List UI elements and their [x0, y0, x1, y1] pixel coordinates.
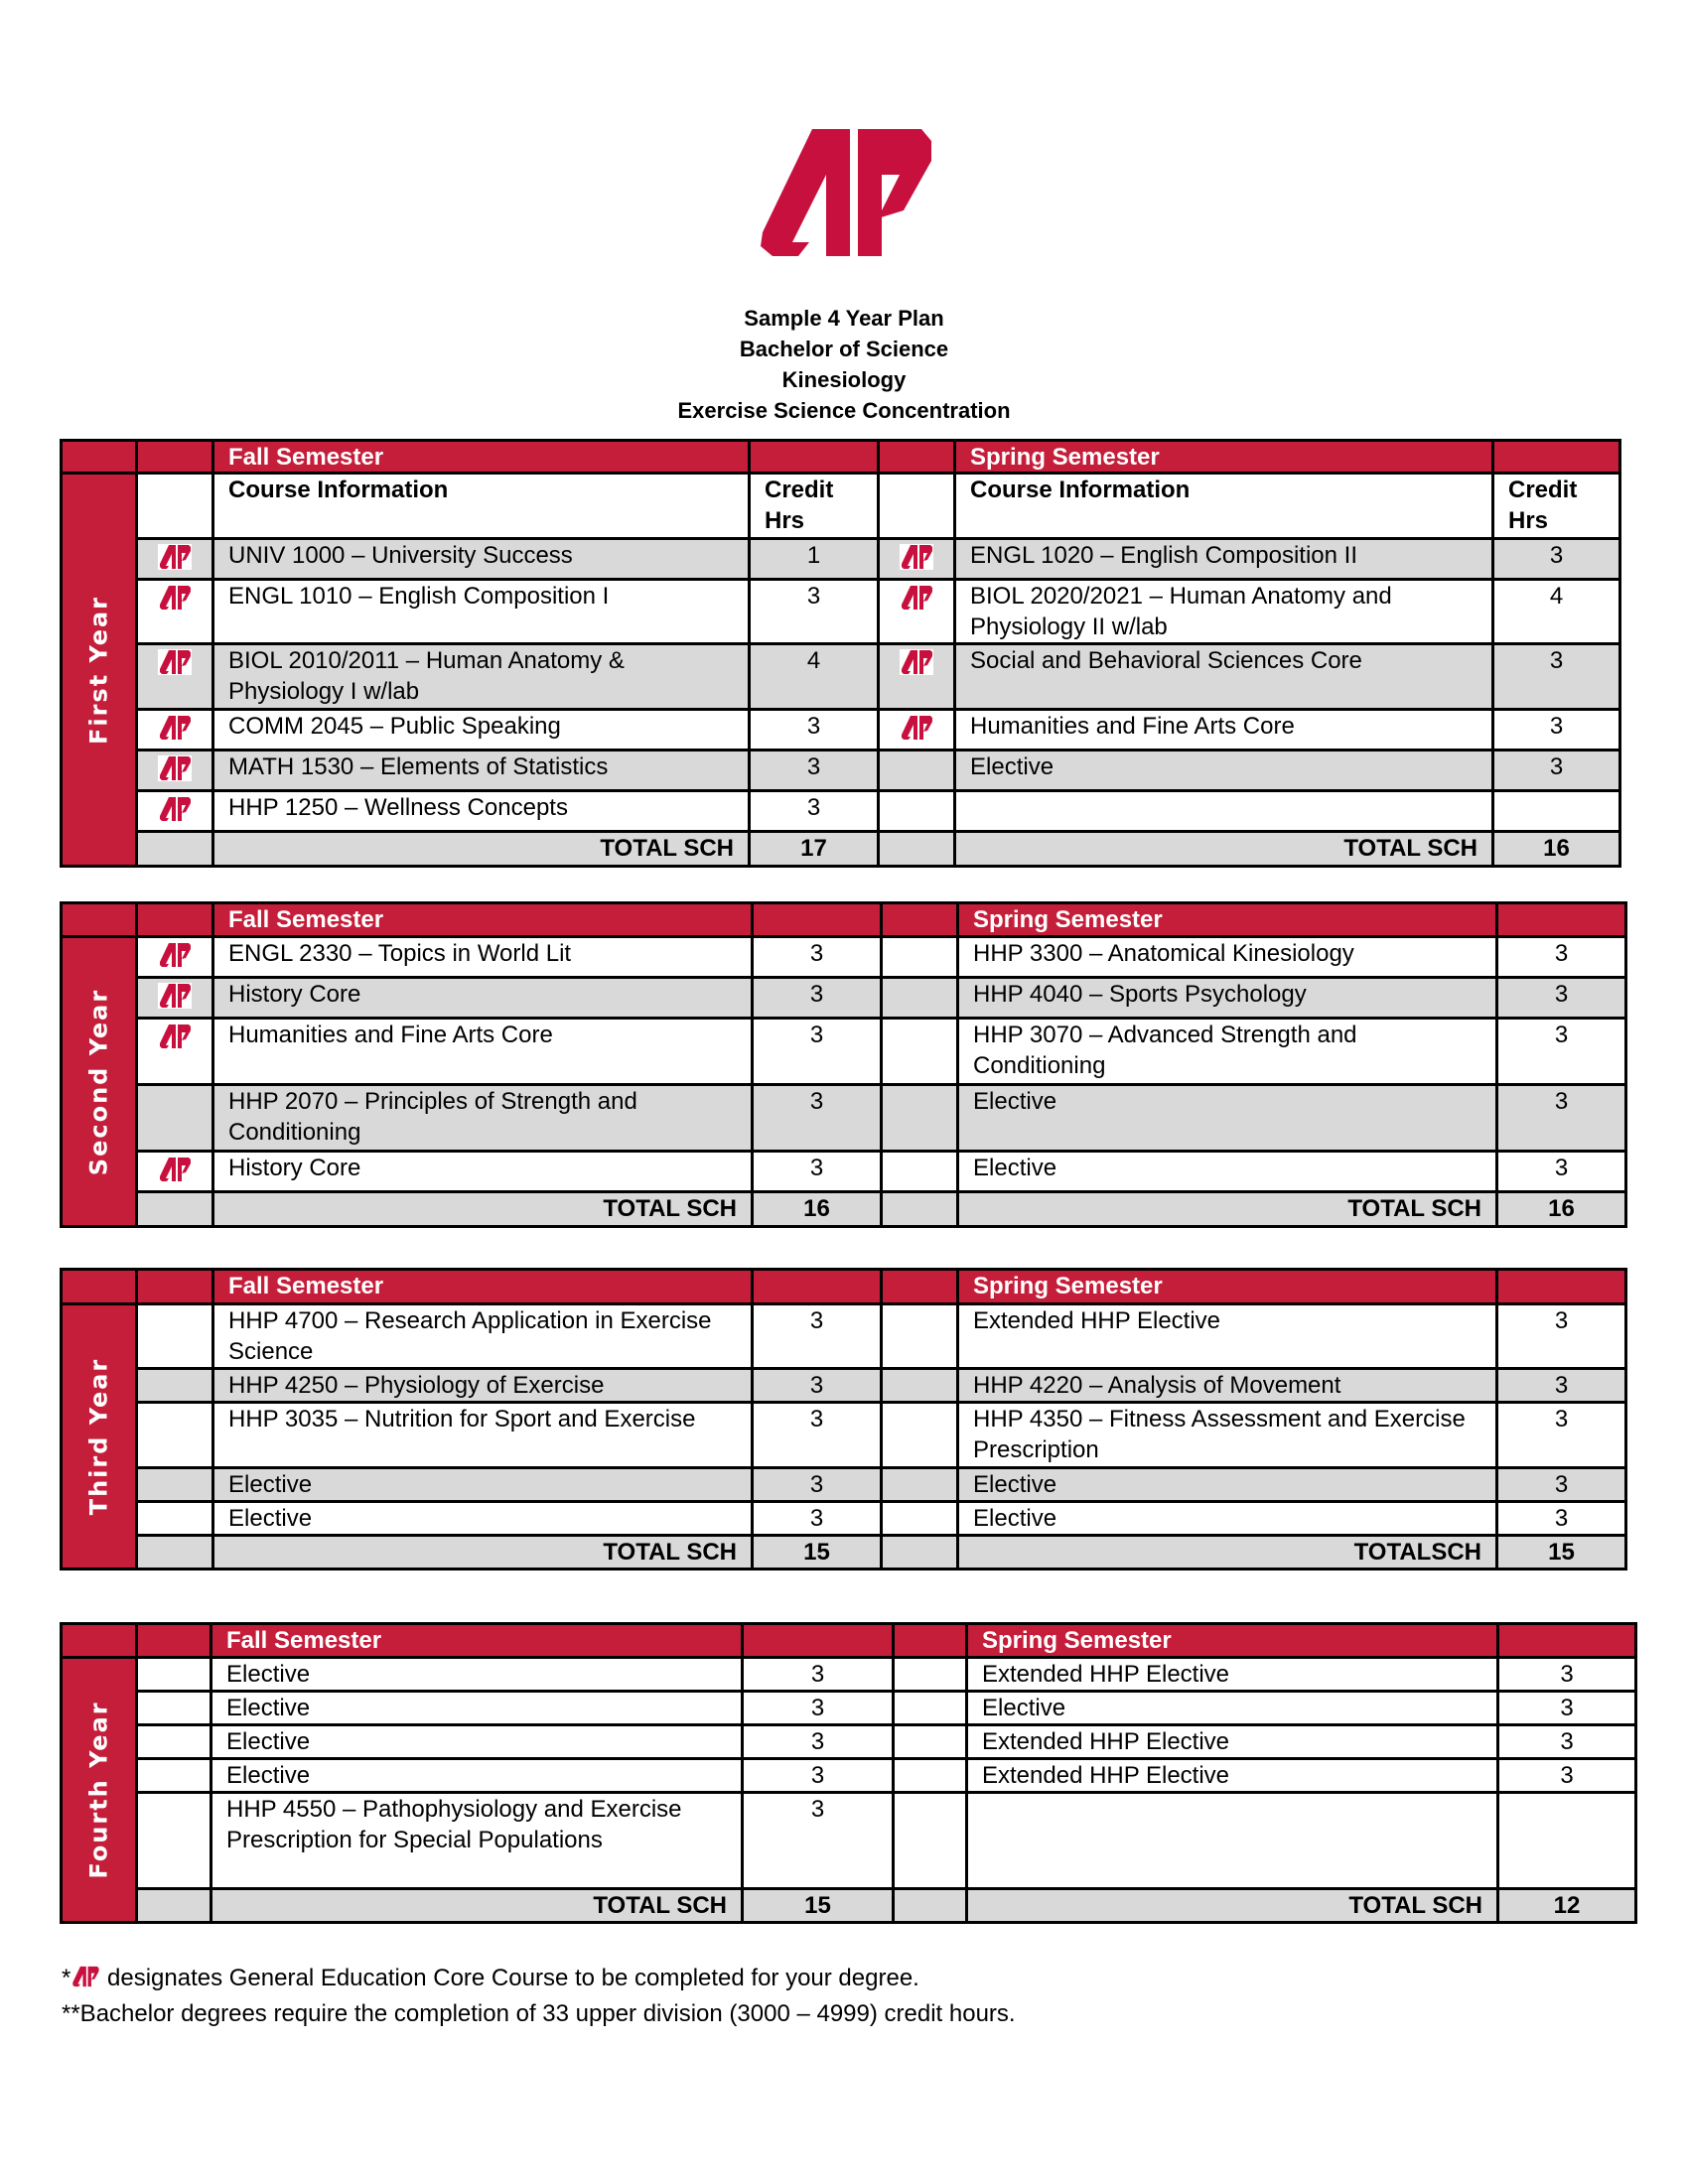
spring-course: Elective — [958, 1152, 1497, 1192]
spring-core-cell — [882, 1304, 958, 1369]
spring-core-cell — [882, 1369, 958, 1403]
spring-credits: 3 — [1497, 1502, 1626, 1536]
course-row — [62, 1658, 1636, 1692]
total-row — [62, 1889, 1636, 1923]
fall-credits: 3 — [743, 1725, 894, 1759]
ap-core-mark-icon — [900, 715, 933, 741]
fall-credit-header — [753, 903, 882, 937]
year-table-3 — [60, 1268, 1627, 1570]
spring-credits: 3 — [1493, 710, 1620, 751]
fall-course: Elective — [211, 1658, 743, 1692]
spring-course: HHP 3300 – Anatomical Kinesiology — [958, 937, 1497, 978]
header-corner — [62, 1624, 137, 1658]
total-icon-cell — [137, 1192, 213, 1227]
fall-credit-header — [753, 1270, 882, 1304]
fall-credits: 1 — [750, 539, 879, 580]
ap-core-mark-icon — [70, 1963, 100, 1984]
fall-total-label: TOTAL SCH — [213, 832, 750, 867]
spring-course: HHP 4220 – Analysis of Movement — [958, 1369, 1497, 1403]
ap-core-mark-icon — [158, 649, 192, 675]
fall-core-cell — [137, 1793, 211, 1889]
spring-core-cell — [879, 751, 955, 791]
spring-total-label: TOTAL SCH — [967, 1889, 1498, 1923]
total-row — [62, 832, 1620, 867]
semester-header-row — [62, 1270, 1626, 1304]
spring-course: BIOL 2020/2021 – Human Anatomy and Physiology II w/lab — [955, 580, 1493, 644]
fall-credits: 3 — [753, 1085, 882, 1152]
spring-icon-header — [882, 903, 958, 937]
spring-credits: 3 — [1497, 1152, 1626, 1192]
spring-credits: 3 — [1497, 978, 1626, 1019]
fall-total-label: TOTAL SCH — [211, 1889, 743, 1923]
footnote-core — [62, 1961, 1016, 1996]
fall-credits: 3 — [753, 1403, 882, 1468]
total-icon-cell — [879, 832, 955, 867]
spring-credits: 3 — [1497, 1019, 1626, 1085]
fall-core-cell — [137, 1403, 213, 1468]
fall-total-value: 17 — [750, 832, 879, 867]
spring-semester-header: Spring Semester — [967, 1624, 1498, 1658]
spring-semester-header: Spring Semester — [955, 441, 1493, 474]
year-label: Third Year — [84, 1357, 112, 1516]
spring-credits: 3 — [1493, 644, 1620, 710]
spring-course — [967, 1793, 1498, 1889]
course-row — [62, 539, 1620, 580]
fall-course: HHP 4700 – Research Application in Exercise Science — [213, 1304, 753, 1369]
course-row — [62, 1692, 1636, 1725]
course-row — [62, 937, 1626, 978]
spring-course: HHP 3070 – Advanced Strength and Conditioning — [958, 1019, 1497, 1085]
spring-course-info-header: Course Information — [955, 474, 1493, 539]
spring-credit-header — [1497, 1270, 1626, 1304]
spring-credits: 3 — [1497, 937, 1626, 978]
course-row — [62, 1468, 1626, 1502]
fall-course: HHP 2070 – Principles of Strength and Conditioning — [213, 1085, 753, 1152]
fall-credits: 3 — [750, 580, 879, 644]
fall-credits: 3 — [743, 1692, 894, 1725]
title-line-3: Kinesiology — [781, 367, 907, 392]
fall-course: BIOL 2010/2011 – Human Anatomy & Physiology I w/lab — [213, 644, 750, 710]
fall-core-cell — [137, 1692, 211, 1725]
course-row — [62, 580, 1620, 644]
spring-core-cell — [882, 978, 958, 1019]
fall-credit-hrs-header — [750, 474, 879, 539]
ap-core-mark-icon — [158, 1024, 192, 1049]
spring-credits: 3 — [1497, 1369, 1626, 1403]
spring-core-cell — [879, 539, 955, 580]
fall-course: History Core — [213, 1152, 753, 1192]
footnotes — [62, 1961, 1016, 2032]
title-line-1: Sample 4 Year Plan — [744, 306, 944, 331]
fall-semester-header: Fall Semester — [213, 903, 753, 937]
course-row — [62, 710, 1620, 751]
fall-course: Elective — [213, 1468, 753, 1502]
title-line-2: Bachelor of Science — [739, 337, 949, 361]
spring-credits — [1498, 1793, 1636, 1889]
header-icon-col — [137, 1624, 211, 1658]
fall-core-cell — [137, 1502, 213, 1536]
spring-course — [955, 791, 1493, 832]
spring-total-value: 12 — [1498, 1889, 1636, 1923]
ap-core-mark-icon — [158, 585, 192, 611]
year-label: Second Year — [84, 988, 112, 1175]
fall-credits: 3 — [753, 1468, 882, 1502]
spring-credits — [1493, 791, 1620, 832]
course-row — [62, 1085, 1626, 1152]
spring-course: Extended HHP Elective — [967, 1759, 1498, 1793]
course-row — [62, 1725, 1636, 1759]
fall-credits: 3 — [743, 1793, 894, 1889]
semester-header-row — [62, 903, 1626, 937]
spring-course: Social and Behavioral Sciences Core — [955, 644, 1493, 710]
spring-credit-hrs-header — [1493, 474, 1620, 539]
semester-header-row — [62, 1624, 1636, 1658]
fall-course: HHP 4550 – Pathophysiology and Exercise Prescription for Special Populations — [211, 1793, 743, 1889]
fall-course: UNIV 1000 – University Success — [213, 539, 750, 580]
fall-core-cell — [137, 1304, 213, 1369]
spring-core-cell — [882, 1085, 958, 1152]
spring-credits: 3 — [1498, 1759, 1636, 1793]
spring-total-label: TOTAL SCH — [955, 832, 1493, 867]
fall-total-value: 15 — [743, 1889, 894, 1923]
year-label-cell — [62, 1304, 137, 1570]
ap-core-mark-icon — [158, 983, 192, 1009]
spring-course: Humanities and Fine Arts Core — [955, 710, 1493, 751]
fall-core-cell — [137, 937, 213, 978]
total-icon-cell — [882, 1536, 958, 1570]
spring-core-cell — [894, 1725, 967, 1759]
spring-credits: 3 — [1493, 751, 1620, 791]
fall-credits: 3 — [753, 1369, 882, 1403]
spring-credit-header — [1497, 903, 1626, 937]
course-row — [62, 1759, 1636, 1793]
fall-credits: 3 — [753, 1304, 882, 1369]
spring-semester-header: Spring Semester — [958, 903, 1497, 937]
year-label-cell — [62, 937, 137, 1227]
ap-core-mark-icon — [900, 544, 933, 570]
total-icon-cell — [137, 1536, 213, 1570]
spring-core-cell — [882, 1502, 958, 1536]
spring-core-cell — [882, 1468, 958, 1502]
course-row — [62, 644, 1620, 710]
total-icon-cell — [894, 1889, 967, 1923]
footnote-asterisk: * — [62, 1965, 71, 1991]
spring-course: HHP 4350 – Fitness Assessment and Exercise Prescription — [958, 1403, 1497, 1468]
spring-course: HHP 4040 – Sports Psychology — [958, 978, 1497, 1019]
fall-credits: 3 — [750, 791, 879, 832]
ap-core-mark-icon — [158, 544, 192, 570]
total-icon-cell — [137, 832, 213, 867]
ap-core-mark-icon — [158, 1157, 192, 1182]
course-row — [62, 1369, 1626, 1403]
spring-course: Elective — [955, 751, 1493, 791]
fall-course: Elective — [211, 1725, 743, 1759]
credit-line: Credit — [1508, 477, 1578, 503]
header-icon-col — [137, 1270, 213, 1304]
header-corner — [62, 441, 137, 474]
spring-credits: 3 — [1497, 1468, 1626, 1502]
spring-core-cell — [894, 1793, 967, 1889]
fall-credits: 3 — [753, 978, 882, 1019]
header-corner — [62, 1270, 137, 1304]
total-icon-cell — [137, 1889, 211, 1923]
semester-header-row — [62, 441, 1620, 474]
fall-semester-header: Fall Semester — [213, 441, 750, 474]
fall-core-cell — [137, 1369, 213, 1403]
spring-icon-header — [882, 1270, 958, 1304]
fall-credits: 3 — [743, 1658, 894, 1692]
document-title-block — [0, 303, 1688, 426]
year-table-4 — [60, 1622, 1637, 1924]
footnote-core-text: designates General Education Core Course to be completed for your degree. — [100, 1965, 919, 1991]
fall-course: ENGL 2330 – Topics in World Lit — [213, 937, 753, 978]
fall-course: HHP 3035 – Nutrition for Sport and Exercise — [213, 1403, 753, 1468]
fall-credits: 3 — [750, 710, 879, 751]
spring-semester-header: Spring Semester — [958, 1270, 1497, 1304]
spring-total-label: TOTAL SCH — [958, 1192, 1497, 1227]
spring-credit-header — [1493, 441, 1620, 474]
spring-course: Elective — [958, 1085, 1497, 1152]
fall-core-cell — [137, 1658, 211, 1692]
spring-credits: 3 — [1498, 1692, 1636, 1725]
ap-core-mark-icon — [158, 715, 192, 741]
header-icon-col — [137, 441, 213, 474]
fall-course: HHP 4250 – Physiology of Exercise — [213, 1369, 753, 1403]
spring-core-cell — [879, 644, 955, 710]
year-label: Fourth Year — [84, 1701, 112, 1879]
spring-credits: 3 — [1497, 1304, 1626, 1369]
fall-credit-header — [743, 1624, 894, 1658]
fall-core-cell — [137, 978, 213, 1019]
course-row — [62, 791, 1620, 832]
fall-semester-header: Fall Semester — [213, 1270, 753, 1304]
spring-course: Extended HHP Elective — [967, 1725, 1498, 1759]
fall-credits: 3 — [753, 1019, 882, 1085]
header-corner — [62, 903, 137, 937]
spring-credits: 4 — [1493, 580, 1620, 644]
column-header-row — [62, 474, 1620, 539]
fall-core-cell — [137, 1085, 213, 1152]
fall-course: ENGL 1010 – English Composition I — [213, 580, 750, 644]
course-row — [62, 1304, 1626, 1369]
ap-logo-icon — [755, 125, 933, 258]
spring-core-cell — [894, 1692, 967, 1725]
fall-core-cell — [137, 1759, 211, 1793]
ap-core-mark-icon — [158, 796, 192, 822]
fall-core-cell — [137, 644, 213, 710]
year-label-cell — [62, 474, 137, 867]
title-line-4: Exercise Science Concentration — [677, 398, 1011, 423]
spring-total-value: 16 — [1493, 832, 1620, 867]
spring-credits: 3 — [1497, 1403, 1626, 1468]
spring-core-cell — [882, 937, 958, 978]
fall-course: HHP 1250 – Wellness Concepts — [213, 791, 750, 832]
spring-core-cell — [882, 1152, 958, 1192]
year-label: First Year — [84, 595, 112, 745]
spring-core-cell — [894, 1658, 967, 1692]
total-row — [62, 1536, 1626, 1570]
spring-course: Extended HHP Elective — [958, 1304, 1497, 1369]
fall-core-cell — [137, 1725, 211, 1759]
spring-credits: 3 — [1493, 539, 1620, 580]
year-table-2 — [60, 901, 1627, 1228]
fall-core-cell — [137, 539, 213, 580]
fall-course: MATH 1530 – Elements of Statistics — [213, 751, 750, 791]
course-row — [62, 1403, 1626, 1468]
credit-line: Credit — [765, 477, 834, 503]
footnote-upper-division: **Bachelor degrees require the completion of 33 upper division (3000 – 4999) credit hours. — [62, 2000, 1016, 2027]
fall-core-cell — [137, 710, 213, 751]
spring-course: Extended HHP Elective — [967, 1658, 1498, 1692]
spring-credits: 3 — [1498, 1725, 1636, 1759]
spring-credits: 3 — [1498, 1658, 1636, 1692]
fall-credit-header — [750, 441, 879, 474]
icon-col-header — [137, 474, 213, 539]
fall-course: COMM 2045 – Public Speaking — [213, 710, 750, 751]
year-table-1 — [60, 439, 1621, 868]
course-row — [62, 1502, 1626, 1536]
spring-credits: 3 — [1497, 1085, 1626, 1152]
ap-core-mark-icon — [158, 755, 192, 781]
total-icon-cell — [882, 1192, 958, 1227]
hrs-line: Hrs — [1508, 507, 1549, 534]
course-row — [62, 978, 1626, 1019]
course-row — [62, 1019, 1626, 1085]
spring-core-cell — [894, 1759, 967, 1793]
fall-total-value: 16 — [753, 1192, 882, 1227]
spring-core-cell — [879, 791, 955, 832]
fall-core-cell — [137, 580, 213, 644]
fall-credits: 3 — [750, 751, 879, 791]
icon-col-header — [879, 474, 955, 539]
spring-course: Elective — [958, 1468, 1497, 1502]
spring-icon-header — [894, 1624, 967, 1658]
hrs-line: Hrs — [765, 507, 805, 534]
fall-course: History Core — [213, 978, 753, 1019]
fall-course: Humanities and Fine Arts Core — [213, 1019, 753, 1085]
course-row — [62, 1152, 1626, 1192]
fall-credits: 4 — [750, 644, 879, 710]
fall-semester-header: Fall Semester — [211, 1624, 743, 1658]
course-row — [62, 1793, 1636, 1889]
fall-credits: 3 — [753, 937, 882, 978]
fall-credits: 3 — [753, 1152, 882, 1192]
fall-total-label: TOTAL SCH — [213, 1536, 753, 1570]
spring-core-cell — [882, 1403, 958, 1468]
spring-course: Elective — [958, 1502, 1497, 1536]
fall-course: Elective — [211, 1692, 743, 1725]
university-logo — [755, 125, 933, 258]
course-row — [62, 751, 1620, 791]
fall-credits: 3 — [743, 1759, 894, 1793]
spring-course: Elective — [967, 1692, 1498, 1725]
fall-total-value: 15 — [753, 1536, 882, 1570]
fall-core-cell — [137, 791, 213, 832]
spring-core-cell — [882, 1019, 958, 1085]
fall-credits: 3 — [753, 1502, 882, 1536]
fall-course: Elective — [211, 1759, 743, 1793]
fall-course-info-header: Course Information — [213, 474, 750, 539]
spring-course: ENGL 1020 – English Composition II — [955, 539, 1493, 580]
ap-core-mark-icon — [900, 585, 933, 611]
ap-core-mark-icon — [900, 649, 933, 675]
total-row — [62, 1192, 1626, 1227]
spring-total-value: 16 — [1497, 1192, 1626, 1227]
header-icon-col — [137, 903, 213, 937]
spring-icon-header — [879, 441, 955, 474]
fall-core-cell — [137, 1152, 213, 1192]
year-label-cell — [62, 1658, 137, 1923]
fall-core-cell — [137, 751, 213, 791]
spring-total-label: TOTALSCH — [958, 1536, 1497, 1570]
spring-credit-header — [1498, 1624, 1636, 1658]
ap-core-mark-icon — [158, 942, 192, 968]
fall-course: Elective — [213, 1502, 753, 1536]
fall-core-cell — [137, 1468, 213, 1502]
spring-total-value: 15 — [1497, 1536, 1626, 1570]
spring-core-cell — [879, 710, 955, 751]
fall-core-cell — [137, 1019, 213, 1085]
fall-total-label: TOTAL SCH — [213, 1192, 753, 1227]
spring-core-cell — [879, 580, 955, 644]
